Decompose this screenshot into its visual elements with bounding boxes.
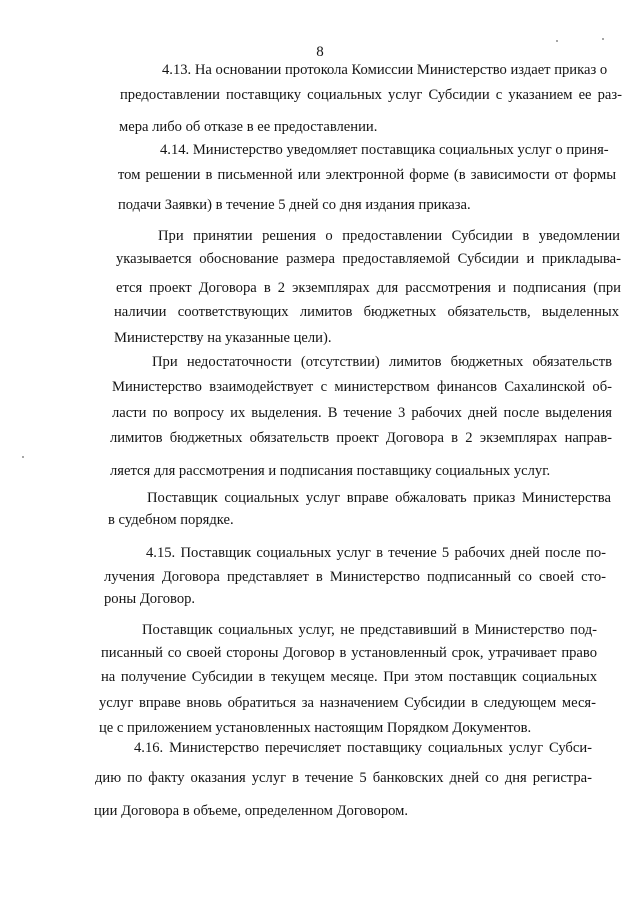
text-line: При недостаточности (отсутствии) лимитов бюджетных обязательств: [152, 354, 612, 370]
text-line: дию по факту оказания услуг в течение 5 банковских дней со дня регистра-: [95, 770, 592, 786]
text-line: це с приложением установленных настоящим Порядком Документов.: [99, 720, 532, 736]
text-line: Поставщик социальных услуг, не представивший в Министерство под-: [142, 622, 597, 638]
text-line: предоставлении поставщику социальных услуг Субсидии с указанием ее раз-: [120, 87, 622, 103]
text-line: ласти по вопросу их выделения. В течение 3 рабочих дней после выделения: [112, 405, 612, 421]
scan-speck: [602, 38, 604, 40]
text-line: лимитов бюджетных обязательств проект Договора в 2 экземплярах направ-: [110, 430, 612, 446]
text-line: роны Договор.: [104, 591, 196, 607]
text-line: Министерству на указанные цели).: [114, 330, 332, 346]
text-line: ется проект Договора в 2 экземплярах для рассмотрения и подписания (при: [116, 280, 621, 296]
text-line: ляется для рассмотрения и подписания поставщику социальных услуг.: [110, 463, 551, 479]
text-line: ции Договора в объеме, определенном Договором.: [94, 803, 409, 819]
text-line: том решении в письменной или электронной форме (в зависимости от формы: [118, 167, 616, 183]
text-line: Поставщик социальных услуг вправе обжаловать приказ Министерства: [147, 490, 611, 506]
page-number: 8: [316, 44, 324, 60]
scan-speck: [556, 40, 558, 42]
text-line: услуг вправе вновь обратиться за назначением Субсидии в следующем меся-: [99, 695, 596, 711]
text-line: 4.16. Министерство перечисляет поставщику социальных услуг Субси-: [134, 740, 592, 756]
text-line: на получение Субсидии в текущем месяце. При этом поставщик социальных: [101, 669, 597, 685]
text-line: в судебном порядке.: [108, 512, 234, 528]
text-line: Министерство взаимодействует с министерством финансов Сахалинской об-: [112, 379, 612, 395]
text-line: 4.13. На основании протокола Комиссии Министерство издает приказ о: [162, 62, 608, 78]
text-line: подачи Заявки) в течение 5 дней со дня издания приказа.: [118, 197, 471, 213]
text-line: наличии соответствующих лимитов бюджетных обязательств, выделенных: [114, 304, 619, 320]
text-line: При принятии решения о предоставлении Субсидии в уведомлении: [158, 228, 620, 244]
text-line: лучения Договора представляет в Министерство подписанный со своей сто-: [104, 569, 606, 585]
text-line: писанный со своей стороны Договор в установленный срок, утрачивает право: [101, 645, 597, 661]
scan-speck: [22, 456, 24, 458]
text-line: мера либо об отказе в ее предоставлении.: [119, 119, 378, 135]
text-line: 4.15. Поставщик социальных услуг в течение 5 рабочих дней после по-: [146, 545, 606, 561]
text-line: 4.14. Министерство уведомляет поставщика социальных услуг о приня-: [160, 142, 609, 158]
text-line: указывается обоснование размера предоставляемой Субсидии и прикладыва-: [116, 251, 621, 267]
